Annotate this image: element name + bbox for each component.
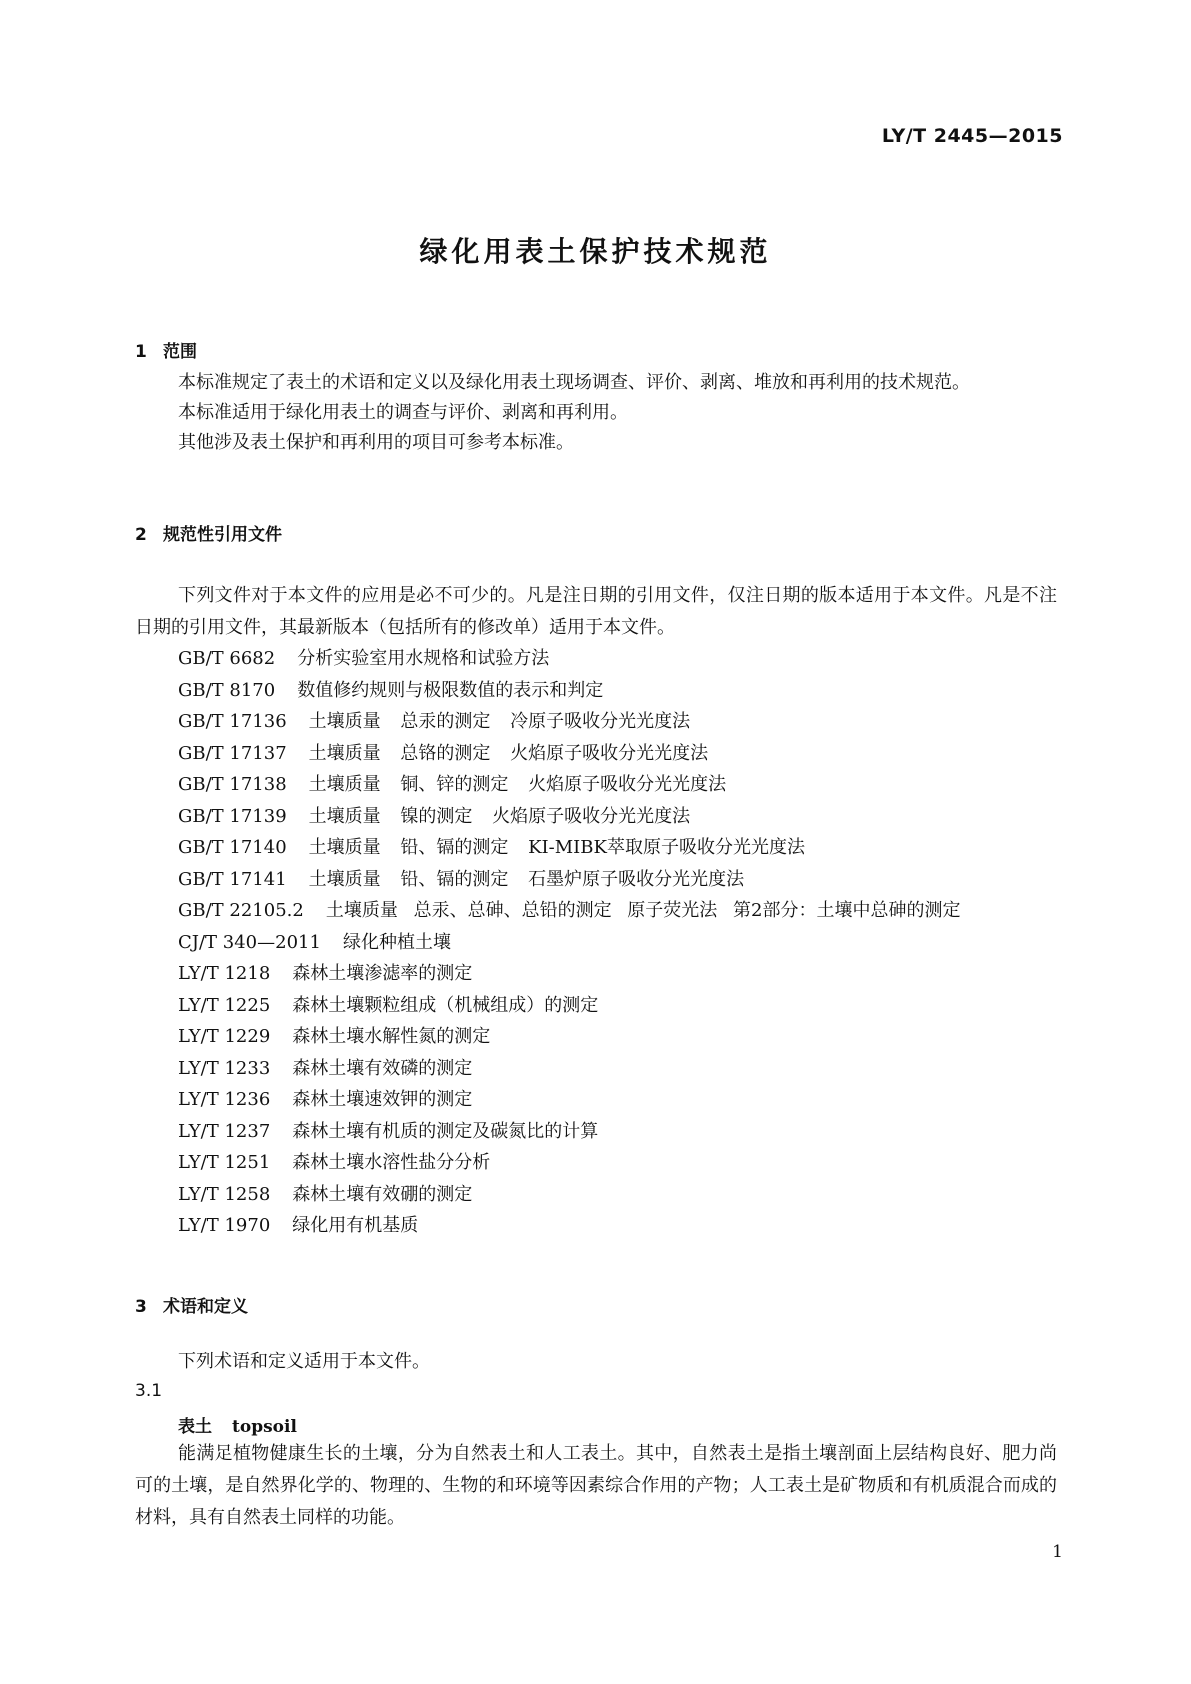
- reference-code: LY/T 1251: [178, 1152, 271, 1173]
- reference-item: [178, 1116, 960, 1148]
- reference-title: 绿化种植土壤: [342, 931, 451, 953]
- reference-item: [178, 1210, 960, 1242]
- reference-code: LY/T 1225: [178, 994, 271, 1016]
- reference-title: 森林土壤有机质的测定及碳氮比的计算: [292, 1120, 599, 1142]
- section-1-heading: [135, 337, 197, 362]
- section-1-paragraph-3: 其他涉及表土保护和再利用的项目可参考本标准。: [178, 432, 574, 453]
- reference-item: [178, 864, 960, 896]
- normative-references-list: [178, 643, 960, 1242]
- reference-item: [178, 769, 960, 801]
- reference-item: [178, 832, 960, 864]
- reference-title: 森林土壤速效钾的测定: [292, 1089, 473, 1110]
- reference-code: GB/T 8170: [178, 679, 276, 701]
- reference-item: [178, 958, 960, 990]
- reference-item: [178, 801, 960, 833]
- reference-title: 数值修约规则与极限数值的表示和判定: [297, 679, 604, 701]
- reference-item: [178, 927, 960, 959]
- section-3-intro: 下列术语和定义适用于本文件。: [178, 1351, 430, 1372]
- reference-item: [178, 643, 960, 675]
- reference-item: [178, 1021, 960, 1053]
- reference-code: LY/T 1229: [178, 1026, 271, 1047]
- reference-title: 土壤质量 铅、镉的测定 KI-MIBK萃取原子吸收分光光度法: [308, 837, 805, 858]
- section-1-paragraph-2: 本标准适用于绿化用表土的调查与评价、剥离和再利用。: [178, 402, 628, 423]
- reference-title: 分析实验室用水规格和试验方法: [297, 648, 550, 669]
- reference-title: 森林土壤颗粒组成（机械组成）的测定: [292, 994, 599, 1016]
- document-title: 绿化用表土保护技术规范: [419, 235, 772, 268]
- reference-code: LY/T 1236: [178, 1089, 271, 1110]
- reference-title: 森林土壤水解性氮的测定: [292, 1026, 491, 1047]
- section-2-intro: 下列文件对于本文件的应用是必不可少的。凡是注日期的引用文件，仅注日期的版本适用于本文件。凡是不注日期的引用文件，其最新版本（包括所有的修改单）适用于本文件。: [135, 585, 1057, 638]
- reference-item: [178, 738, 960, 770]
- reference-code: GB/T 17140: [178, 837, 287, 858]
- section-1-number: 1: [135, 342, 147, 362]
- clause-number: 3.1: [135, 1381, 163, 1401]
- reference-code: LY/T 1218: [178, 963, 271, 984]
- reference-title: 森林土壤渗滤率的测定: [292, 963, 473, 984]
- section-2-number: 2: [135, 525, 147, 545]
- reference-item: [178, 675, 960, 707]
- section-3-title: 术语和定义: [163, 1297, 248, 1317]
- reference-title: 土壤质量 镍的测定 火焰原子吸收分光光度法: [308, 805, 691, 827]
- section-3-heading: [135, 1292, 248, 1317]
- reference-title: 土壤质量 总汞、总砷、总铅的测定 原子荧光法 第2部分：土壤中总砷的测定: [325, 900, 961, 921]
- reference-title: 土壤质量 总铬的测定 火焰原子吸收分光光度法: [308, 742, 709, 764]
- reference-code: GB/T 17141: [178, 868, 287, 890]
- reference-item: [178, 1179, 960, 1211]
- section-3-number: 3: [135, 1297, 147, 1317]
- section-1-paragraph-1: 本标准规定了表土的术语和定义以及绿化用表土现场调查、评价、剥离、堆放和再利用的技术规范。: [178, 372, 970, 393]
- section-2-heading: [135, 520, 282, 545]
- reference-title: 森林土壤有效磷的测定: [292, 1057, 473, 1079]
- reference-code: LY/T 1970: [178, 1215, 271, 1236]
- reference-title: 森林土壤水溶性盐分分析: [292, 1152, 491, 1173]
- reference-item: [178, 895, 960, 927]
- reference-code: GB/T 17137: [178, 742, 287, 764]
- reference-title: 森林土壤有效硼的测定: [292, 1183, 473, 1205]
- page-number: 1: [1052, 1542, 1063, 1562]
- reference-item: [178, 1053, 960, 1085]
- section-2-title: 规范性引用文件: [163, 525, 282, 545]
- reference-item: [178, 990, 960, 1022]
- term-chinese: 表土: [178, 1417, 212, 1437]
- term-english: topsoil: [232, 1417, 297, 1437]
- term-definition: 能满足植物健康生长的土壤，分为自然表土和人工表土。其中，自然表土是指土壤剖面上层结构良好、肥力尚可的土壤，是自然界化学的、物理的、生物的和环境等因素综合作用的产物；人工表土是矿物质和有机质混合而成的材料，具有自然表土同样的功能。: [135, 1443, 1057, 1528]
- reference-code: CJ/T 340—2011: [178, 931, 321, 953]
- term-entry: [178, 1412, 297, 1437]
- reference-code: GB/T 17136: [178, 711, 287, 732]
- reference-code: GB/T 17138: [178, 774, 287, 795]
- section-1-title: 范围: [163, 342, 197, 362]
- reference-item: [178, 1084, 960, 1116]
- reference-title: 土壤质量 总汞的测定 冷原子吸收分光光度法: [308, 711, 691, 732]
- reference-code: GB/T 17139: [178, 805, 287, 827]
- reference-code: LY/T 1233: [178, 1057, 271, 1079]
- reference-title: 绿化用有机基质: [292, 1215, 419, 1236]
- reference-title: 土壤质量 铜、锌的测定 火焰原子吸收分光光度法: [308, 774, 727, 795]
- reference-code: LY/T 1237: [178, 1120, 271, 1142]
- reference-title: 土壤质量 铅、镉的测定 石墨炉原子吸收分光光度法: [308, 868, 745, 890]
- reference-code: LY/T 1258: [178, 1183, 271, 1205]
- document-code: LY/T 2445—2015: [881, 125, 1063, 147]
- reference-code: GB/T 22105.2: [178, 900, 304, 921]
- reference-item: [178, 1147, 960, 1179]
- reference-item: [178, 706, 960, 738]
- reference-code: GB/T 6682: [178, 648, 276, 669]
